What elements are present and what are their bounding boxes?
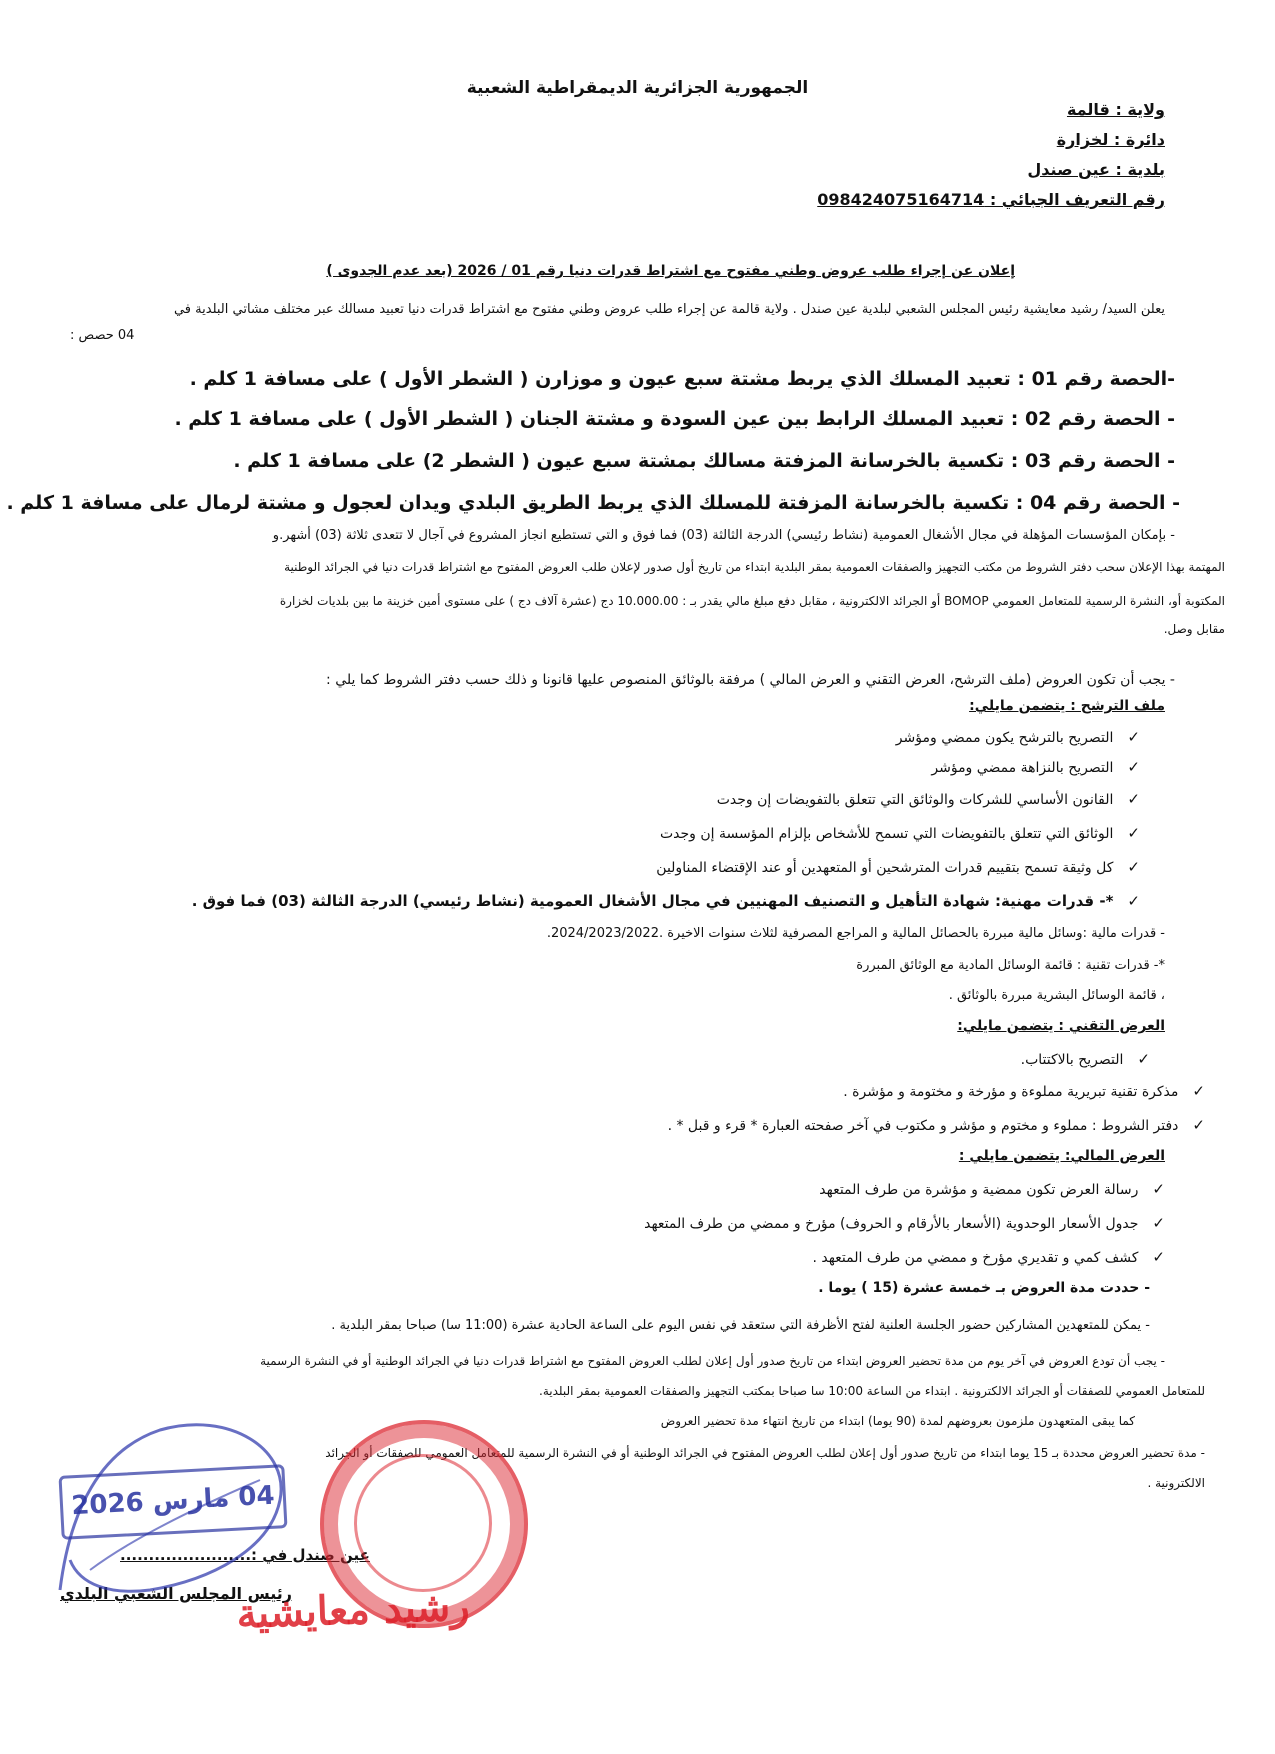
- check-icon: ✓: [1137, 1050, 1150, 1068]
- seal-inner-ring: [354, 1454, 492, 1592]
- financial-offer-item-3: [812, 1248, 1165, 1266]
- check-icon: ✓: [1192, 1116, 1205, 1134]
- technical-offer-item-1: [1021, 1050, 1150, 1068]
- candidacy-title: ملف الترشح : يتضمن مايلي:: [969, 698, 1165, 714]
- financial-offer-item-text: جدول الأسعار الوحدوية (الأسعار بالأرقام و الحروف) مؤرخ و ممضي من طرف المتعهد: [644, 1216, 1139, 1232]
- candidacy-item-4: [660, 824, 1140, 842]
- financial-offer-item-text: كشف كمي و تقديري مؤرخ و ممضي من طرف المتعهد .: [812, 1250, 1139, 1266]
- tax-id: رقم التعريف الجبائي : 098424075164714: [817, 190, 1165, 209]
- financial-offer-item-text: رسالة العرض تكون ممضية و مؤشرة من طرف المتعهد: [819, 1182, 1139, 1198]
- technical-offer-title: العرض التقني : يتضمن مايلي:: [957, 1018, 1165, 1034]
- check-icon: ✓: [1127, 892, 1140, 910]
- deposit-line-1: - يجب أن تودع العروض في آخر يوم من مدة تحضير العروض ابتداء من تاريخ صدور أول إعلان لطلب العروض المفتوح مع اشتراط قدرات دنيا في الجرائد الوطنية أو في النشرة الرسمية: [260, 1354, 1165, 1368]
- technical-offer-item-3: [668, 1116, 1205, 1134]
- announcement-intro: يعلن السيد/ رشيد معايشية رئيس المجلس الشعبي لبلدية عين صندل . ولاية قالمة عن إجراء طلب عروض وطني مفتوح مع اشتراط قدرات دنيا تعبيد مسالك عبر مختلف مشاتي البلدية في: [173, 302, 1165, 317]
- check-icon: ✓: [1192, 1082, 1205, 1100]
- announcement-subject: إعلان عن إجراء طلب عروض وطني مفتوح مع اشتراط قدرات دنيا رقم 01 / 2026 (بعد عدم الجدوى ): [326, 263, 1015, 279]
- check-icon: ✓: [1152, 1214, 1165, 1232]
- financial-offer-title: العرض المالي: يتضمن مايلي :: [958, 1148, 1165, 1164]
- lot-2: - الحصة رقم 02 : تعبيد المسلك الرابط بين عين السودة و مشتة الجنان ( الشطر الأول ) على مسافة 1 كلم .: [174, 408, 1175, 430]
- check-icon: ✓: [1127, 728, 1140, 746]
- candidacy-item-3: [717, 790, 1140, 808]
- republic-title: الجمهورية الجزائرية الديمقراطية الشعبية: [466, 78, 809, 98]
- eligibility-line-2: المهتمة بهذا الإعلان سحب دفتر الشروط من مكتب التجهيز والصفقات العمومية بمقر البلدية ابتداء من تاريخ أول صدور لإعلان طلب العروض المفتوح مع اشتراط قدرات دنيا في الجرائد الوطنية: [284, 560, 1225, 574]
- technical-capacity: *- قدرات تقنية : قائمة الوسائل المادية مع الوثائق المبررة: [856, 958, 1165, 973]
- check-icon: ✓: [1152, 1248, 1165, 1266]
- deposit-line-2: للمتعامل العمومي للصفقات أو الجرائد الالكترونية . ابتداء من الساعة 10:00 سا صباحا بمكتب التجهيز والصفقات العمومية بمقر البلدية.: [539, 1384, 1205, 1398]
- date-stamp: 04 مارس 2026: [58, 1464, 287, 1540]
- check-icon: ✓: [1127, 758, 1140, 776]
- place-date: عين صندل في :.......................: [120, 1546, 370, 1564]
- daira-label: دائرة : لخزارة: [1056, 130, 1165, 149]
- prep-line-1: - مدة تحضير العروض محددة بـ 15 يوما ابتداء من تاريخ صدور أول إعلان لطلب العروض المفتوح في الجرائد الوطنية أو في النشرة الرسمية للمتعامل العمومي للصفقات أو الجرائد: [325, 1446, 1205, 1460]
- lot-3: - الحصة رقم 03 : تكسية بالخرسانة المزفتة مسالك بمشتة سبع عيون ( الشطر 2) على مسافة 1 كلم .: [233, 450, 1175, 472]
- check-icon: ✓: [1152, 1180, 1165, 1198]
- lot-1: -الحصة رقم 01 : تعبيد المسلك الذي يربط مشتة سبع عيون و موزارن ( الشطر الأول ) على مسافة 1 كلم .: [189, 368, 1175, 390]
- financial-capacity: - قدرات مالية :وسائل مالية مبررة بالحصائل المالية و المراجع المصرفية لثلاث سنوات الاخيرة .2024/2023/2022.: [546, 926, 1165, 941]
- check-icon: ✓: [1127, 790, 1140, 808]
- announcement-intro-lots: 04 حصص :: [70, 328, 135, 343]
- technical-offer-item-text: دفتر الشروط : مملوء و مختوم و مؤشر و مكتوب في آخر صفحته العبارة * قرء و قبل * .: [667, 1118, 1179, 1134]
- eligibility-line-3: المكتوبة أو، النشرة الرسمية للمتعامل العمومي BOMOP أو الجرائد الالكترونية ، مقابل دفع مبلغ مالي يقدر بـ : 10.000.00 دج (عشرة آلاف دج ) على مستوى أمين خزينة ما بين بلديات لخزارة: [279, 594, 1225, 608]
- candidacy-item-text: *- قدرات مهنية: شهادة التأهيل و التصنيف المهنيين في مجال الأشغال العمومية (نشاط رئيسي) الدرجة الثالثة (03) فما فوق .: [191, 892, 1114, 910]
- candidacy-item-1: [896, 728, 1140, 746]
- human-capacity: ، قائمة الوسائل البشرية مبررة بالوثائق .: [948, 988, 1165, 1003]
- signatory-title: رئيس المجلس الشعبي البلدي: [60, 1584, 292, 1603]
- technical-offer-item-text: مذكرة تقنية تبريرية مملوءة و مؤرخة و مختومة و مؤشرة .: [843, 1084, 1179, 1100]
- red-signature-stamp: رشيد معايشية: [235, 1582, 471, 1638]
- prep-line-2: الالكترونية .: [1147, 1476, 1205, 1490]
- wilaya-label: ولاية : قالمة: [1066, 100, 1165, 119]
- candidacy-item-2: [931, 758, 1140, 776]
- offers-intro: - يجب أن تكون العروض (ملف الترشح، العرض التقني و العرض المالي ) مرفقة بالوثائق المنصوص عليها قانونا و ذلك حسب دفتر الشروط كما يلي :: [326, 672, 1175, 688]
- check-icon: ✓: [1127, 824, 1140, 842]
- candidacy-item-text: كل وثيقة تسمح بتقييم قدرات المترشحين أو المتعهدين أو عند الإقتضاء المناولين: [656, 860, 1114, 876]
- opening-session: - يمكن للمتعهدين المشاركين حضور الجلسة العلنية لفتح الأظرفة التي ستعقد في نفس اليوم على الساعة الحادية عشرة (11:00 سا) صباحا بمقر البلدية .: [331, 1318, 1150, 1333]
- eligibility-line-4: مقابل وصل.: [1163, 622, 1225, 636]
- technical-offer-item-2: [843, 1082, 1205, 1100]
- eligibility-line-1: - بإمكان المؤسسات المؤهلة في مجال الأشغال العمومية (نشاط رئيسي) الدرجة الثالثة (03) فما فوق و التي تستطيع انجاز المشروع في آجال لا تتعدى ثلاثة (03) أشهر.و: [272, 528, 1175, 543]
- check-icon: ✓: [1127, 858, 1140, 876]
- candidacy-item-text: التصريح بالترشح يكون ممضي ومؤشر: [895, 730, 1114, 746]
- candidacy-item-text: القانون الأساسي للشركات والوثائق التي تتعلق بالتفويضات إن وجدت: [716, 792, 1114, 808]
- financial-offer-item-2: [644, 1214, 1165, 1232]
- validity-line: كما يبقى المتعهدون ملزمون بعروضهم لمدة (90 يوما) ابتداء من تاريخ انتهاء مدة تحضير العروض: [660, 1414, 1135, 1428]
- candidacy-item-6: [192, 892, 1140, 910]
- offer-duration: - حددت مدة العروض بـ خمسة عشرة (15 ) يوما .: [818, 1280, 1150, 1296]
- candidacy-item-text: التصريح بالنزاهة ممضي ومؤشر: [931, 760, 1114, 776]
- technical-offer-item-text: التصريح بالاكتتاب.: [1020, 1052, 1124, 1068]
- lot-4: - الحصة رقم 04 : تكسية بالخرسانة المزفتة للمسلك الذي يربط الطريق البلدي ويدان لعجول و مشتة لرمال على مسافة 1 كلم .: [6, 492, 1180, 514]
- candidacy-item-5: [656, 858, 1140, 876]
- financial-offer-item-1: [819, 1180, 1165, 1198]
- commune-label: بلدية : عين صندل: [1027, 160, 1165, 179]
- candidacy-item-text: الوثائق التي تتعلق بالتفويضات التي تسمح للأشخاص بإلزام المؤسسة إن وجدت: [659, 826, 1114, 842]
